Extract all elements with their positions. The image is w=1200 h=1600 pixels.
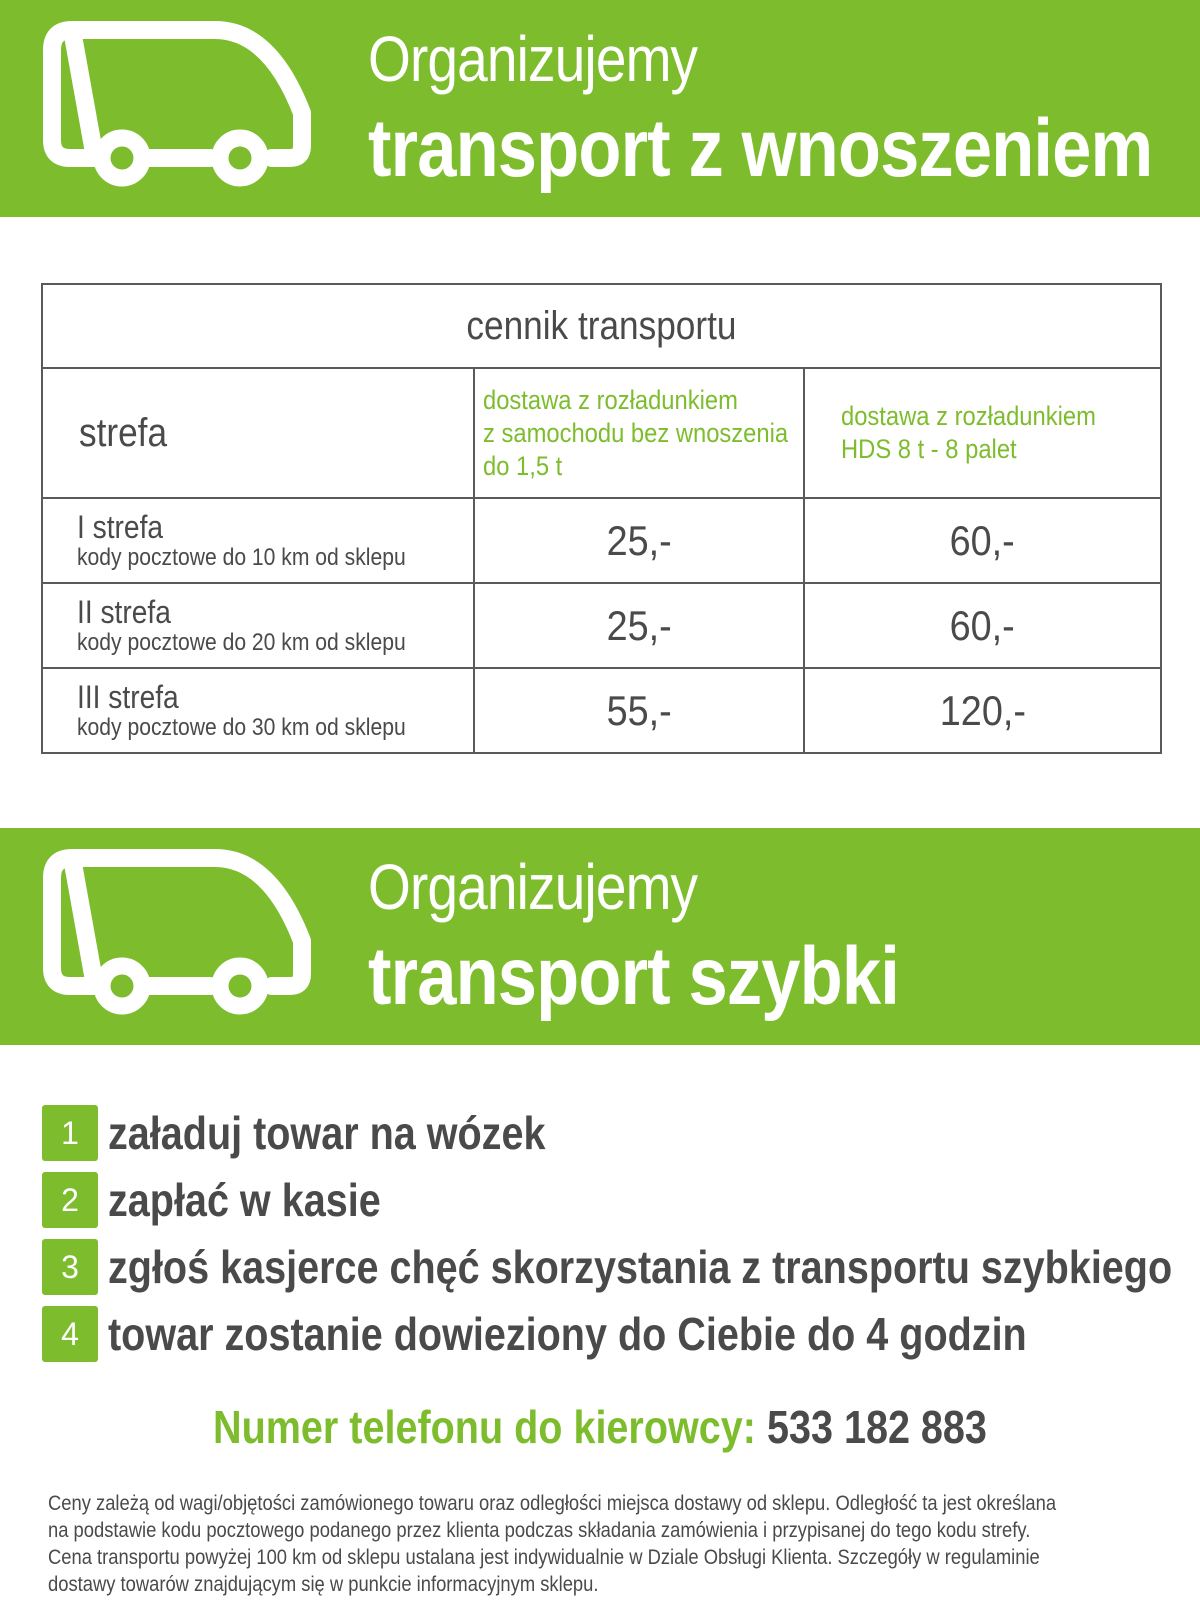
van-icon bbox=[40, 846, 330, 1026]
zone-desc: kody pocztowe do 20 km od sklepu bbox=[77, 628, 406, 656]
footnote bbox=[48, 1490, 1133, 1598]
zone-cell bbox=[42, 498, 474, 583]
zone-desc: kody pocztowe do 10 km od sklepu bbox=[77, 543, 406, 571]
driver-phone bbox=[0, 1400, 1200, 1454]
banner-top-title: transport z wnoszeniem bbox=[368, 103, 1153, 194]
zone-cell bbox=[42, 668, 474, 753]
banner-bottom bbox=[0, 828, 1200, 1045]
step-text: zapłać w kasie bbox=[108, 1174, 381, 1226]
banner-top-line1: Organizujemy bbox=[368, 23, 698, 95]
step-text: towar zostanie dowieziony do Ciebie do 4 godzin bbox=[108, 1308, 1027, 1360]
price-table-title: cennik transportu bbox=[42, 284, 1161, 368]
step-number: 2 bbox=[42, 1172, 98, 1228]
banner-top bbox=[0, 0, 1200, 217]
zone-name: III strefa bbox=[77, 678, 179, 715]
price-col2: 120,- bbox=[804, 668, 1161, 753]
price-col1: 25,- bbox=[474, 498, 804, 583]
step-number: 4 bbox=[42, 1306, 98, 1362]
footnote-line: Ceny zależą od wagi/objętości zamówionego towaru oraz odległości miejsca dostawy od sklepu. Odległość ta jest określana bbox=[48, 1492, 1057, 1515]
phone-number[interactable]: 533 182 883 bbox=[766, 1401, 987, 1453]
table-row bbox=[42, 498, 1161, 583]
step-number: 1 bbox=[42, 1105, 98, 1161]
price-col1: 55,- bbox=[474, 668, 804, 753]
table-row bbox=[42, 583, 1161, 668]
step-text: załaduj towar na wózek bbox=[108, 1107, 546, 1159]
step-number: 3 bbox=[42, 1239, 98, 1295]
header-col2: dostawa z rozładunkiem HDS 8 t - 8 palet bbox=[804, 368, 1161, 498]
zone-name: I strefa bbox=[77, 508, 164, 545]
price-col2: 60,- bbox=[804, 498, 1161, 583]
footnote-line: Cena transportu powyżej 100 km od sklepu ustalana jest indywidualnie w Dziale Obsługi Klienta. Szczegóły w regulaminie bbox=[48, 1546, 1040, 1569]
zone-name: II strefa bbox=[77, 593, 171, 630]
footnote-line: na podstawie kodu pocztowego podanego przez klienta podczas składania zamówienia i przypisanej do tego kodu strefy. bbox=[48, 1519, 1031, 1542]
footnote-line: dostawy towarów znajdującym się w punkcie informacyjnym sklepu. bbox=[48, 1573, 599, 1596]
price-table bbox=[41, 283, 1162, 754]
zone-cell bbox=[42, 583, 474, 668]
banner-bottom-line1: Organizujemy bbox=[368, 851, 698, 923]
zone-desc: kody pocztowe do 30 km od sklepu bbox=[77, 713, 406, 741]
table-row bbox=[42, 668, 1161, 753]
header-col1: dostawa z rozładunkiem z samochodu bez wnoszenia do 1,5 t bbox=[474, 368, 804, 498]
banner-bottom-title: transport szybki bbox=[368, 931, 899, 1022]
phone-label: Numer telefonu do kierowcy: bbox=[213, 1401, 756, 1453]
price-col2: 60,- bbox=[804, 583, 1161, 668]
van-icon bbox=[40, 18, 330, 198]
step-text: zgłoś kasjerce chęć skorzystania z transportu szybkiego bbox=[108, 1241, 1173, 1293]
header-zone: strefa bbox=[42, 368, 474, 498]
price-col1: 25,- bbox=[474, 583, 804, 668]
